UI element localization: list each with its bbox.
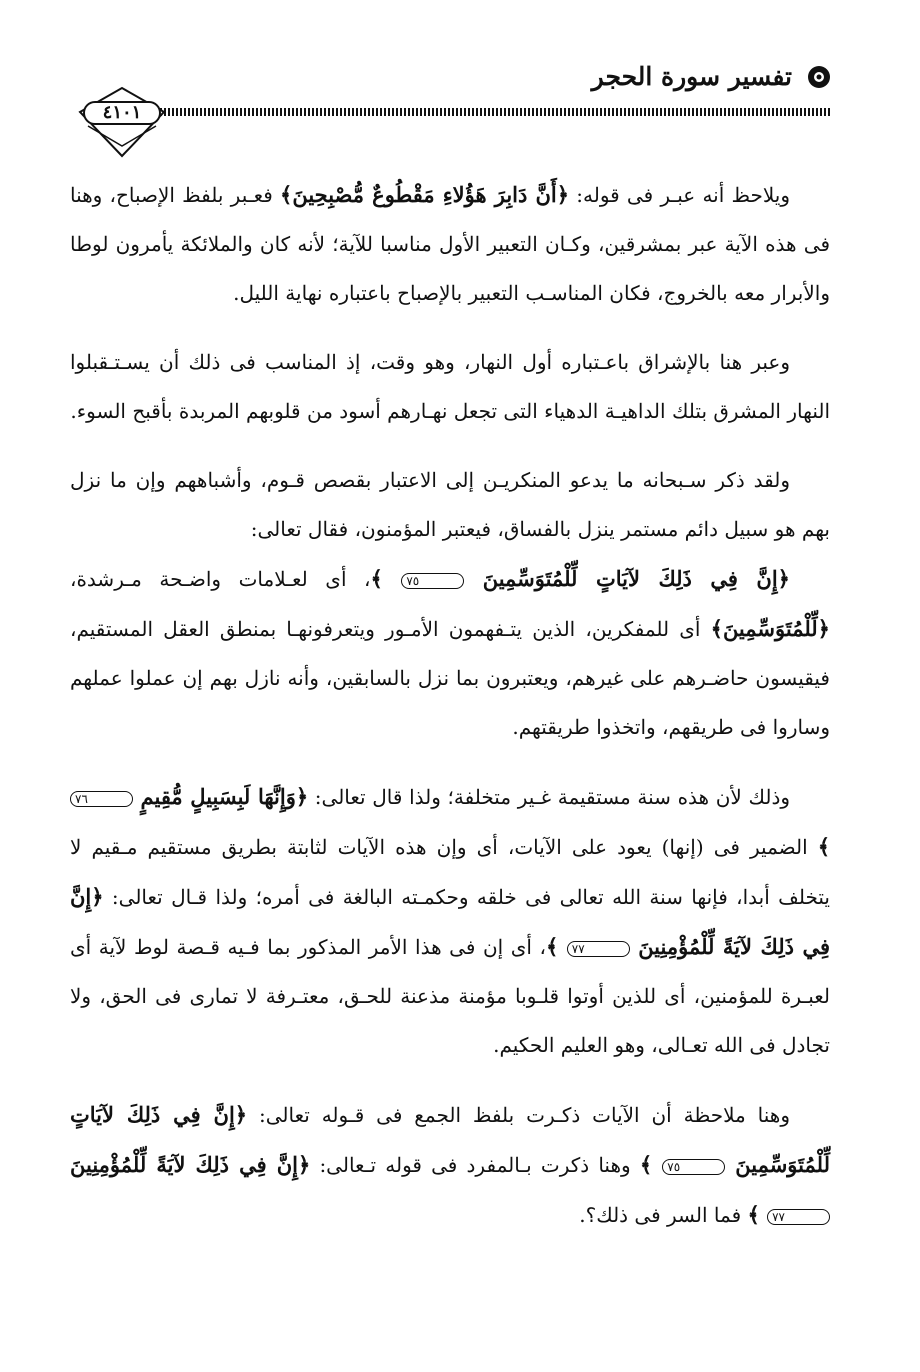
verse-bracket: ﴾ [545, 934, 559, 959]
verse-text: ﴿إِنَّ فِي ذَلِكَ لآيَاتٍ لِّلْمُتَوَسِّمِينَ [70, 1102, 830, 1177]
text: فما السر فى ذلك؟. [579, 1203, 748, 1227]
verse-text: ﴿إِنَّ فِي ذَلِكَ لآيَةً لِّلْمُؤْمِنِينَ [70, 1152, 311, 1177]
page-number-badge [72, 78, 172, 162]
verse-text: ﴿إِنَّ فِي ذَلِكَ لآيَاتٍ لِّلْمُتَوَسِّمِينَ [482, 566, 790, 591]
quran-verse: ﴿لِّلْمُتَوَسِّمِينَ﴾ [710, 616, 830, 641]
text: ، أى لعـلامات واضـحة مـرشدة، [70, 567, 371, 591]
page-body [70, 170, 830, 1260]
ayah-number: ٧٧ [767, 1209, 830, 1225]
paragraph-6 [70, 1090, 830, 1240]
ayah-number: ٧٧ [567, 941, 630, 957]
ornament-icon [806, 64, 832, 90]
page-header [72, 62, 832, 162]
text: وهنا ملاحظة أن الآيات ذكـرت بلفظ الجمع فى قـوله تعالى: [247, 1103, 791, 1127]
header-rule [160, 108, 832, 116]
surah-title: تفسير سورة الحجر [591, 62, 792, 91]
quran-verse [371, 566, 790, 591]
verse-text: ﴿إِنَّ فِي ذَلِكَ لآيَةً لِّلْمُؤْمِنِينَ [70, 884, 831, 959]
text: وعبر هنا بالإشراق باعـتباره أول النهار، وهو وقت، إذ المناسب فى ذلك أن يسـتـقبلوا النهار المشرق بتلك الداهيـة الدهياء التى تجعل نهـارهم أسود من قلوبهم المربدة بأقبح السوء. [70, 350, 830, 423]
paragraph-4 [70, 554, 830, 752]
text: وذلك لأن هذه سنة مستقيمة غـير متخلفة؛ ولذا قال تعالى: [308, 785, 791, 809]
text: وهنا ذكرت بـالمفرد فى قوله تـعالى: [310, 1153, 640, 1177]
verse-text: ﴿وَإِنَّهَا لَبِسَبِيلٍ مُّقِيمٍ [140, 784, 309, 809]
text: ويلاحظ أنه عبـر فى قوله: [569, 183, 790, 207]
verse-bracket: ﴾ [639, 1152, 653, 1177]
verse-bracket: ﴾ [747, 1202, 760, 1227]
ayah-number: ٧٥ [662, 1159, 725, 1175]
paragraph-5 [70, 772, 830, 1070]
paragraph-1 [70, 170, 830, 318]
text: أى للمفكرين، الذين يتـفهمون الأمـور ويتعرفونهـا بمنطق العقل المستقيم، فيقيسون حاضـرهم على غيرهم، ويعتبرون بما نزل بالسابقين، وأنه نازل بهم إن عملوا عملهم وساروا فى طريقهم، واتخذوا طريقتهم. [70, 617, 830, 739]
text: الضمير فى (إنها) يعود على الآيات، أى وإن هذه الآيات لثابتة بطريق مستقيم مـقيم لا يتخلف أبدا، فإنها سنة الله تعالى فى خلقه وحكمـته البالغة فى أمره؛ ولذا قـال تعالى: [70, 835, 830, 909]
ayah-number: ٧٦ [70, 791, 133, 807]
verse-bracket: ﴾ [817, 834, 830, 859]
text: ولقد ذكر سـبحانه ما يدعو المنكريـن إلى الاعتبار بقصص قـوم، وأشباههم وإن ما نزل بهم هو سبيل دائم مستمر ينزل بالفساق، فيعتبر المؤمنون، فقال تعالى: [70, 468, 830, 541]
text: فعـبر بلفظ الإصباح، وهنا فى هذه الآية عبر بمشرقين، وكـان التعبير الأول مناسبا للآية؛ لأنه كان والملائكة يأمرون لوطا والأبرار معه بالخروج، فكان المناسـب التعبير بالإصباح باعتباره نهاية الليل. [70, 183, 830, 305]
paragraph-2 [70, 338, 830, 436]
verse-bracket: ﴾ [370, 566, 383, 591]
text: ، أى إن فى هذا الأمر المذكور بما فـيه قـصة لوط لآية أى لعبـرة للمؤمنين، أى للذين أوتوا قلـوبا مؤمنة مذعنة للحـق، معتـرفة لا تمارى فى الحق، ولا تجادل فى الله تعـالى، وهو العليم الحكيم. [70, 935, 831, 1057]
page-number: ٤١٠١ [102, 102, 142, 123]
quran-verse: ﴿أَنَّ دَابِرَ هَؤُلاءِ مَقْطُوعٌ مُّصْبِحِينَ﴾ [280, 182, 570, 207]
paragraph-3 [70, 456, 830, 554]
ayah-number: ٧٥ [401, 573, 464, 589]
